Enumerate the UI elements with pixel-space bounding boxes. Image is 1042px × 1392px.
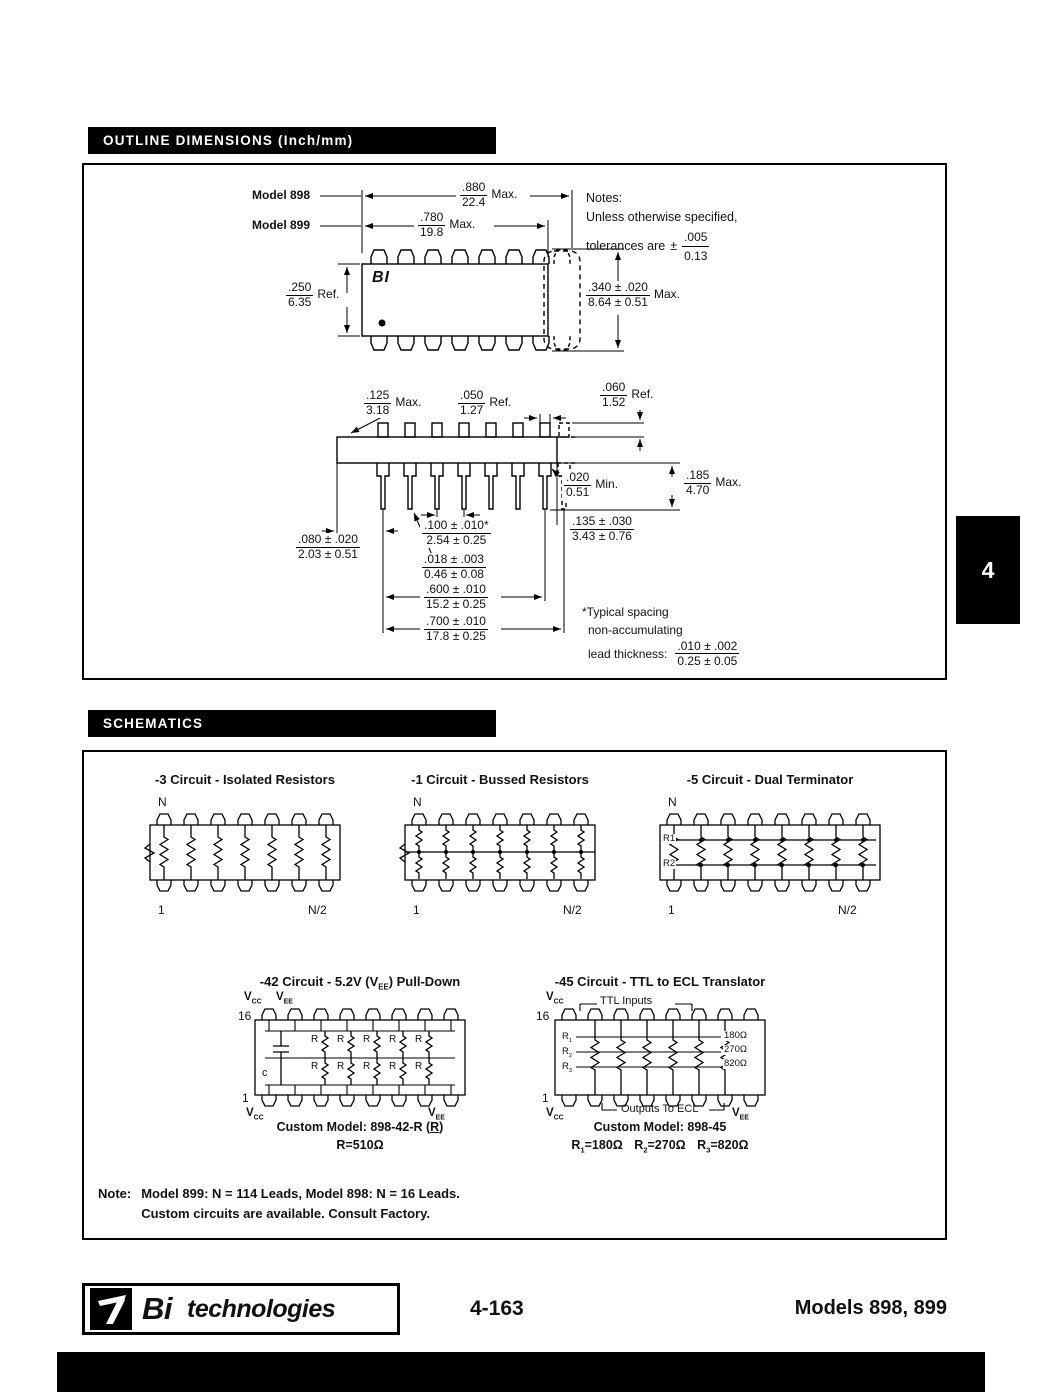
- dim-250-ref: $\frac{.250}{6.35}$ Ref.: [284, 281, 341, 310]
- notes-line: Unless otherwise specified,: [586, 210, 738, 225]
- c42-r-label: R: [389, 1061, 397, 1072]
- c45-r1-label: $R_1$: [562, 1031, 573, 1044]
- c45-pin16-label: 16: [536, 1009, 550, 1023]
- c3-pin-1-label: 1: [158, 903, 165, 917]
- circuit-42-title: -42 Circuit - 5.2V $(V_{EE})$ Pull-Down: [259, 974, 461, 992]
- c42-r-label: R: [337, 1061, 345, 1072]
- circuit-5-title: -5 Circuit - Dual Terminator: [686, 772, 854, 787]
- note-lines: Model 899: N = 114 Leads, Model 898: N = 16 Leads. Custom circuits are available. Consult Factory.: [141, 1186, 460, 1221]
- outline-dimensions-panel: [82, 163, 947, 680]
- schematics-panel: [82, 750, 947, 1240]
- c5-pin-1-label: 1: [668, 903, 675, 917]
- c42-r-label: R: [415, 1034, 423, 1045]
- dim-700: $\frac{.700 \pm .010}{17.8 \pm 0.25}$: [422, 615, 490, 644]
- c45-resistance-values: $R_1=180\Omega$ $R_2=270\Omega$ $R_3=820\Omega$: [571, 1138, 749, 1155]
- c45-ttl-inputs-label: TTL Inputs: [600, 995, 653, 1007]
- page-number: 4-163: [470, 1297, 524, 1320]
- typical-spacing-note: *Typical spacing non-accumulating: [582, 605, 683, 637]
- c42-r-label: R: [311, 1034, 319, 1045]
- logo-technologies-text: technologies: [187, 1294, 336, 1323]
- c1-pin-1-label: 1: [413, 903, 420, 917]
- schematics-header: SCHEMATICS: [88, 710, 496, 737]
- dim-880-max: $\frac{.880}{22.4}$ Max.: [458, 181, 519, 210]
- c45-value-820: 820Ω: [724, 1058, 747, 1069]
- circuit-5-dual-terminator: [660, 814, 880, 891]
- dim-020-min: $\frac{.020}{0.51}$ Min.: [562, 471, 620, 500]
- c42-r-label: R: [337, 1034, 345, 1045]
- dim-340-max: $\frac{.340 \pm .020}{8.64 \pm 0.51}$ Max.: [584, 281, 682, 310]
- model-898-label: Model 898: [252, 188, 311, 202]
- dip-top-view: [362, 250, 580, 350]
- c42-resistance-value: R=510Ω: [336, 1138, 384, 1152]
- dim-100-pitch: $\frac{.100 \pm .010*}{2.54 \pm 0.25}$: [420, 519, 493, 548]
- c45-custom-model: Custom Model: 898-45: [593, 1120, 727, 1134]
- dim-125-max: $\frac{.125}{3.18}$ Max.: [362, 389, 423, 418]
- c45-pin1-label: 1: [542, 1091, 549, 1105]
- bi-technologies-logo: [82, 1283, 400, 1335]
- c5-r1-label: R1: [663, 833, 676, 844]
- dim-018-lead: $\frac{.018 \pm .003}{0.46 \pm 0.08}$: [420, 553, 488, 582]
- c42-r-label: R: [363, 1061, 371, 1072]
- c42-r-label: R: [363, 1034, 371, 1045]
- bottom-bar: [57, 1352, 985, 1392]
- c42-pin16-label: 16: [238, 1009, 252, 1023]
- c42-pin1-label: 1: [242, 1091, 249, 1105]
- c45-vcc-top-label: $V_{CC}$: [546, 991, 564, 1006]
- outline-dimensions-header: OUTLINE DIMENSIONS (Inch/mm): [88, 127, 496, 154]
- c42-custom-model: Custom Model: 898-42-R (R): [276, 1120, 444, 1134]
- circuit-45-translator: [555, 1004, 765, 1110]
- c42-r-label: R: [311, 1061, 319, 1072]
- bi-logo-icon: [90, 1288, 132, 1330]
- c45-outputs-label: Outputs To ECL: [621, 1103, 699, 1115]
- c45-r2-label: $R_2$: [562, 1046, 573, 1059]
- circuit-3-isolated: [145, 814, 340, 891]
- c42-vcc-top-label: $V_{CC}$: [244, 991, 262, 1006]
- pin1-dot: [379, 320, 386, 327]
- dim-060-ref: $\frac{.060}{1.52}$ Ref.: [598, 381, 655, 410]
- c45-vcc-bottom-label: $V_{CC}$: [546, 1107, 564, 1122]
- bi-logo-on-package: BI: [372, 269, 390, 286]
- outline-drawing: [84, 165, 944, 677]
- dim-780-max: $\frac{.780}{19.8}$ Max.: [416, 211, 477, 240]
- c3-pin-n2-label: N/2: [308, 903, 327, 917]
- c42-r-label: R: [415, 1061, 423, 1072]
- dim-600: $\frac{.600 \pm .010}{15.2 \pm 0.25}$: [422, 583, 490, 612]
- dip-side-view: [337, 423, 576, 509]
- package-extension-dashed: [544, 251, 580, 349]
- c42-r-label: R: [389, 1034, 397, 1045]
- models-label: Models 898, 899: [794, 1297, 947, 1319]
- circuit-1-bussed: [400, 814, 595, 891]
- c45-value-180: 180Ω: [724, 1030, 747, 1041]
- notes-tolerance-row: tolerances are ± $\frac{.005}{0.13}$: [586, 229, 708, 264]
- dim-080: $\frac{.080 \pm .020}{2.03 \pm 0.51}$: [294, 533, 362, 562]
- model-899-label: Model 899: [252, 218, 311, 232]
- notes-block: [586, 189, 737, 266]
- page-section-tab: 4: [956, 516, 1020, 624]
- c42-vee-top-label: $V_{EE}$: [276, 991, 293, 1006]
- c45-r3-label: $R_3$: [562, 1061, 573, 1074]
- c5-r2-label: R2: [663, 858, 676, 869]
- note-label: Note:: [98, 1186, 132, 1201]
- c5-pin-n-label: N: [668, 795, 677, 809]
- circuit-42-pulldown: [255, 1009, 465, 1106]
- circuit-1-title: -1 Circuit - Bussed Resistors: [411, 772, 589, 787]
- schematics-drawing: [84, 752, 944, 1238]
- notes-title: Notes:: [586, 191, 623, 205]
- note-block: [98, 1184, 460, 1223]
- c1-pin-n2-label: N/2: [563, 903, 582, 917]
- c42-vcc-bottom-label: $V_{CC}$: [246, 1107, 264, 1122]
- c42-cap-label: c: [262, 1067, 268, 1079]
- circuit-45-title: -45 Circuit - TTL to ECL Translator: [554, 974, 766, 989]
- c3-pin-n-label: N: [158, 795, 167, 809]
- c5-pin-n2-label: N/2: [838, 903, 857, 917]
- dim-135: $\frac{.135 \pm .030}{3.43 \pm 0.76}$: [568, 515, 636, 544]
- package-body-side-view: [337, 437, 557, 463]
- circuit-3-title: -3 Circuit - Isolated Resistors: [155, 772, 335, 787]
- logo-bi-text: Bi: [142, 1291, 172, 1326]
- dim-185-max: $\frac{.185}{4.70}$ Max.: [682, 469, 743, 498]
- c1-pin-n-label: N: [413, 795, 422, 809]
- c45-value-270: 270Ω: [724, 1044, 747, 1055]
- c45-vee-bottom-label: $V_{EE}$: [732, 1107, 749, 1122]
- dim-050-ref: $\frac{.050}{1.27}$ Ref.: [456, 389, 513, 418]
- lead-thickness-row: lead thickness: $\frac{.010 \pm .002}{0.25 \pm 0.05}$: [588, 639, 738, 668]
- c42-vee-bottom-label: $V_{EE}$: [428, 1107, 445, 1122]
